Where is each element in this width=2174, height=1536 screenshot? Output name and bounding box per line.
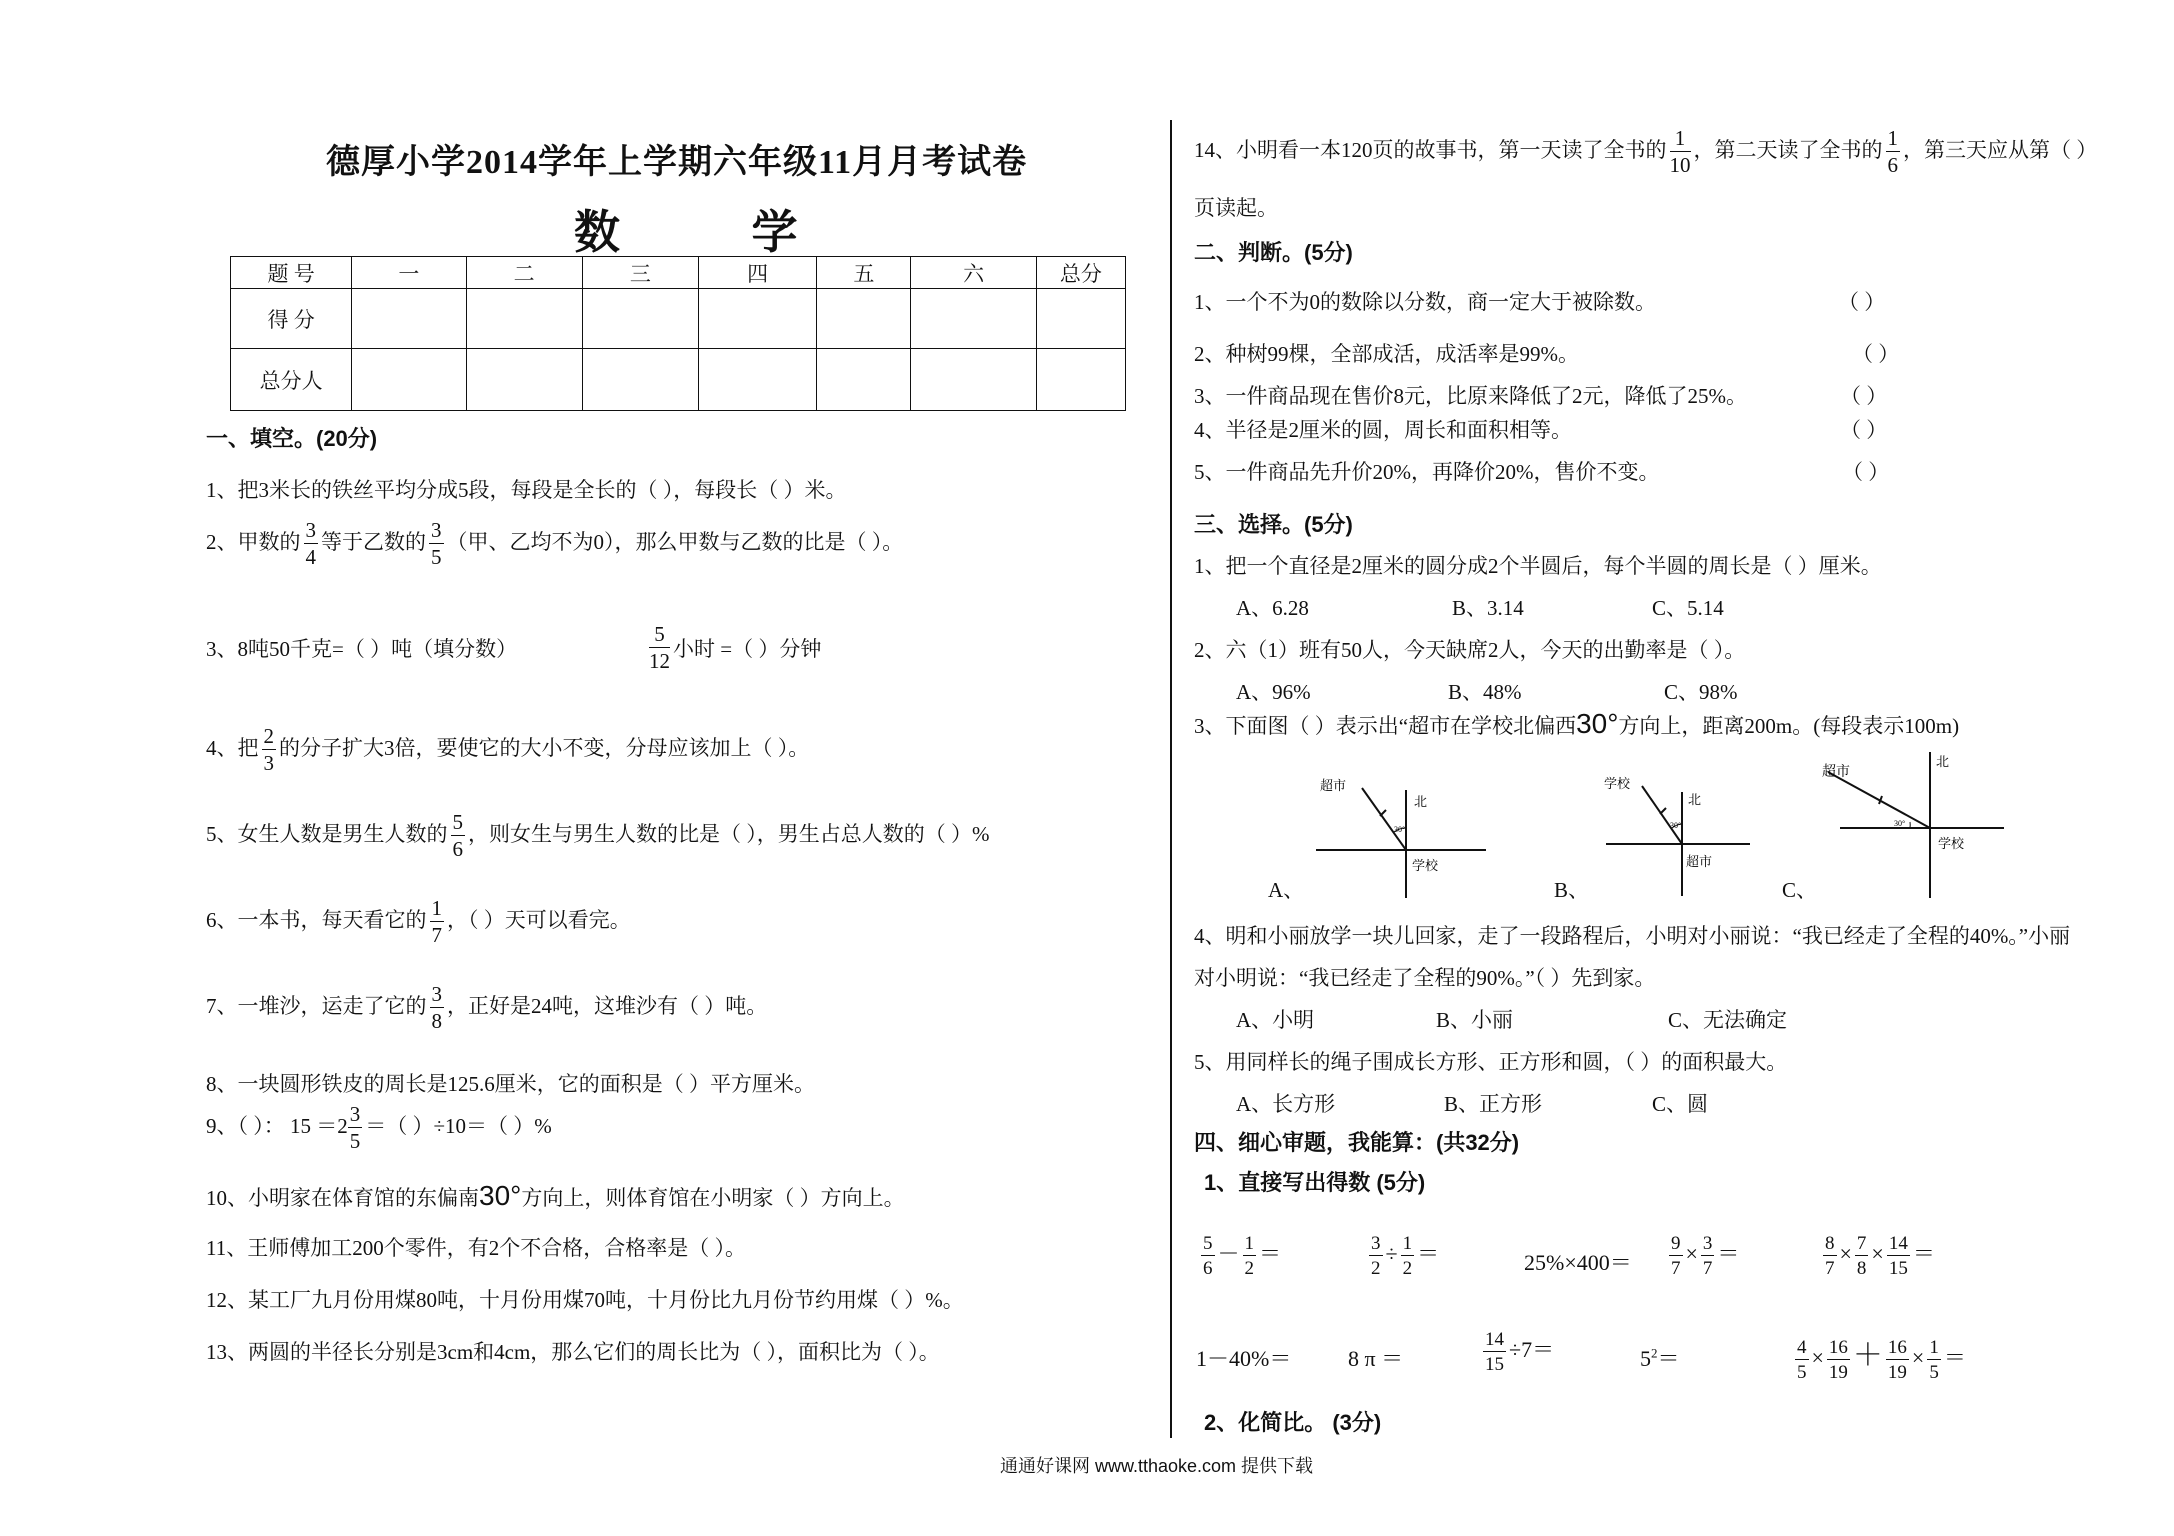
question-1-11: 11、王师傅加工200个零件，有2个不合格，合格率是（ ）。 [206,1236,746,1260]
diagram-b-north-label: 北 [1688,792,1702,807]
diagram-c-north-label: 北 [1936,754,1950,769]
q10-text-a: 10、小明家在体育馆的东偏南 [206,1186,479,1210]
judge-paren[interactable]: （ ） [1840,418,1888,442]
choice-question-3 [1194,708,1959,740]
score-header-cell: 六 [911,257,1036,289]
q14-text-a: 14、小明看一本120页的故事书，第一天读了全书的 [1194,137,1667,162]
direction-diagram-c [1814,752,2014,900]
section4-sub2: 2、化简比。 (3分) [1204,1410,1382,1435]
fraction: $\frac{5}{12}$ [649,622,670,673]
question-1-9 [206,1104,552,1152]
diagram-a-top-label: 超市 [1320,778,1347,793]
q5-text-b: ，则女生与男生人数的比是（ ），男生占总人数的（ ）% [468,821,990,846]
exam-title: 德厚小学2014学年上学期六年级11月月考试卷 [326,144,1028,181]
calc-9: $5^2=$ [1640,1345,1680,1371]
fraction: $\frac{3}{4}$ [305,518,316,569]
question-1-1: 1、把3米长的铁丝平均分成5段，每段是全长的（ ），每段长（ ）米。 [206,478,847,502]
calc-2: $\frac{3}{2}$ ÷ $\frac{1}{2}$ ＝ [1371,1233,1440,1279]
calc-3: 25%×400＝ [1524,1250,1632,1275]
diagram-a-north-label: 北 [1414,794,1428,809]
calc-5: $\frac{8}{7}$ × $\frac{7}{8}$ × $\frac{14}{15}$ ＝ [1825,1233,1935,1279]
q7-text-a: 7、一堆沙，运走了它的 [206,993,427,1018]
choice-option[interactable]: B、正方形 [1444,1092,1543,1116]
question-1-5 [206,812,990,860]
grader-input-cell[interactable] [1036,349,1125,411]
judge-paren[interactable]: （ ） [1852,342,1900,366]
diagram-a-bottom-label: 学校 [1412,858,1439,873]
section4-heading: 四、细心审题，我能算：(共32分) [1194,1130,1520,1155]
choice-option[interactable]: A、长方形 [1236,1092,1336,1116]
judge-item: 2、种树99棵，全部成活，成活率是99%。 [1194,342,1579,366]
score-input-cell[interactable] [1036,289,1125,349]
diagram-b-label[interactable]: B、 [1554,878,1590,902]
question-1-3 [206,624,821,672]
score-header-cell: 二 [466,257,582,289]
section3-heading: 三、选择。(5分) [1194,512,1353,537]
grader-input-cell[interactable] [911,349,1036,411]
q6-text-a: 6、一本书，每天看它的 [206,907,427,932]
diagram-b-bottom-label: 超市 [1686,854,1713,869]
diagram-c-top-label: 超市 [1822,765,1850,780]
direction-diagram-a [1310,770,1500,900]
q3-text-b: 小时 =（ ）分钟 [673,637,822,661]
choice-option[interactable]: B、小丽 [1436,1008,1514,1032]
grader-input-cell[interactable] [582,349,698,411]
choice-question-2: 2、六（1）班有50人，今天缺席2人，今天的出勤率是（ ）。 [1194,638,1746,662]
fraction: $\frac{1}{7}$ [431,896,442,947]
judge-item: 3、一件商品现在售价8元，比原来降低了2元，降低了25%。 [1194,384,1747,408]
score-input-cell[interactable] [352,289,466,349]
fraction: $\frac{2}{3}$ [263,724,274,775]
choice-question-5: 5、用同样长的绳子围成长方形、正方形和圆，（ ）的面积最大。 [1194,1050,1788,1074]
score-input-cell[interactable] [699,289,817,349]
calc-7: 8 π ＝ [1348,1346,1404,1371]
q5-text-a: 5、女生人数是男生人数的 [206,821,448,846]
section4-sub1: 1、直接写出得数 (5分) [1204,1170,1426,1195]
score-input-cell[interactable] [817,289,911,349]
grader-input-cell[interactable] [817,349,911,411]
q3-text-a: 3、8吨50千克=（ ）吨（填分数） [206,637,518,661]
diagram-c-angle-label: 30° [1894,819,1906,828]
choice-question-1: 1、把一个直径是2厘米的圆分成2个半圆后，每个半圆的周长是（ ）厘米。 [1194,554,1882,578]
choice-option[interactable]: C、5.14 [1652,596,1724,620]
choice-option[interactable]: A、小明 [1236,1008,1315,1032]
q3-choice-text-b: 方向上，距离200m。(每段表示100m) [1618,714,1960,738]
choice-option[interactable]: B、3.14 [1452,596,1524,620]
judge-item: 1、一个不为0的数除以分数，商一定大于被除数。 [1194,290,1656,314]
diagram-b-top-label: 学校 [1604,776,1631,791]
score-input-cell[interactable] [466,289,582,349]
subject-title: 数 学 [574,207,858,258]
question-1-7 [206,984,767,1032]
q2-text-b: 等于乙数的 [321,529,426,554]
question-1-4 [206,726,809,774]
calc-6: 1－40%＝ [1196,1346,1292,1371]
score-header-cell: 三 [582,257,698,289]
q3-choice-text-a: 3、下面图（ ）表示出“超市在学校北偏西 [1194,714,1577,738]
choice-option[interactable]: A、96% [1236,680,1311,704]
choice-option[interactable]: C、圆 [1652,1092,1709,1116]
column-divider [1170,120,1172,1438]
grader-input-cell[interactable] [352,349,466,411]
diagram-b-angle-label: 30° [1670,821,1682,830]
score-header-cell: 一 [352,257,466,289]
q9-text-a: 9、（ ）： 15 ＝2 [206,1113,348,1138]
judge-item: 4、半径是2厘米的圆，周长和面积相等。 [1194,418,1572,442]
q9-text-b: ＝（ ）÷10＝（ ）% [365,1113,552,1138]
direction-diagram-b [1600,770,1760,900]
calc-8: $\frac{14}{15}$ ÷7＝ [1485,1329,1555,1375]
choice-option[interactable]: B、48% [1448,680,1522,704]
choice-option[interactable]: C、无法确定 [1668,1008,1788,1032]
choice-question-4: 4、明和小丽放学一块儿回家，走了一段路程后，小明对小丽说：“我已经走了全程的40%。”小丽 [1194,924,2071,948]
footer-credit: 通通好课网 www.tthaoke.com 提供下载 [1000,1456,1314,1476]
question-1-8: 8、一块圆形铁皮的周长是125.6厘米，它的面积是（ ）平方厘米。 [206,1072,815,1096]
q4-text-b: 的分子扩大3倍，要使它的大小不变，分母应该加上（ ）。 [279,735,810,760]
fraction: $\frac{3}{5}$ [431,518,442,569]
grader-row-label: 总分人 [231,349,352,411]
judge-paren[interactable]: （ ） [1840,384,1888,408]
question-1-13: 13、两圆的半径长分别是3cm和4cm，那么它们的周长比为（ ），面积比为（ ）。 [206,1340,940,1364]
section1-heading: 一、填空。(20分) [206,426,378,451]
grader-row [231,349,1126,411]
score-row [231,289,1126,349]
question-1-2 [206,520,903,568]
q3-choice-degree: 30° [1576,708,1619,739]
score-header-cell: 总分 [1036,257,1125,289]
score-input-cell[interactable] [582,289,698,349]
choice-option[interactable]: A、6.28 [1236,596,1309,620]
question-1-12: 12、某工厂九月份用煤80吨，十月份用煤70吨，十月份比九月份节约用煤（ ）%。 [206,1288,964,1312]
question-1-6 [206,898,631,946]
question-1-10 [206,1180,905,1212]
diagram-a-angle-label: 30° [1394,825,1406,834]
q10-degree: 30° [479,1180,522,1211]
diagram-a-label[interactable]: A、 [1268,878,1305,902]
score-row-label: 得 分 [231,289,352,349]
section2-heading: 二、判断。(5分) [1194,240,1353,265]
diagram-c-label[interactable]: C、 [1782,878,1818,902]
calc-1: $\frac{5}{6}$ － $\frac{1}{2}$ ＝ [1203,1233,1282,1279]
fraction: $\frac{3}{5}$ [349,1102,361,1153]
grader-input-cell[interactable] [699,349,817,411]
question-1-14-cont: 页读起。 [1194,196,1278,220]
judge-item: 5、一件商品先升价20%，再降价20%，售价不变。 [1194,460,1660,484]
judge-paren[interactable]: （ ） [1838,290,1886,314]
score-header-cell: 四 [699,257,817,289]
q7-text-b: ，正好是24吨，这堆沙有（ ）吨。 [447,993,768,1018]
choice-question-4-cont: 对小明说：“我已经走了全程的90%。”（ ）先到家。 [1194,966,1656,990]
q6-text-b: ，（ ）天可以看完。 [447,907,631,932]
q4-text-a: 4、把 [206,735,259,760]
fraction: $\frac{1}{6}$ [1887,126,1898,177]
calc-4: $\frac{9}{7}$ × $\frac{3}{7}$ ＝ [1671,1233,1740,1279]
score-input-cell[interactable] [911,289,1036,349]
q2-text-a: 2、甲数的 [206,529,301,554]
grader-input-cell[interactable] [466,349,582,411]
diagram-c-bottom-label: 学校 [1938,836,1965,851]
score-table [230,256,1126,411]
question-1-14 [1194,128,2097,176]
q14-text-c: ，第三天应从第（ ） [1903,137,2098,162]
judge-paren[interactable]: （ ） [1842,460,1890,484]
score-header-cell: 题 号 [231,257,352,289]
fraction: $\frac{5}{6}$ [452,810,463,861]
score-table-header-row [231,257,1126,289]
q14-text-b: ，第二天读了全书的 [1693,137,1883,162]
score-header-cell: 五 [817,257,911,289]
calc-10: $\frac{4}{5}$ × $\frac{16}{19}$ ＋ $\frac{16}{19}$ × $\frac{1}{5}$ ＝ [1797,1336,1966,1383]
q10-text-b: 方向上，则体育馆在小明家（ ）方向上。 [521,1186,905,1210]
q2-text-c: （甲、乙均不为0），那么甲数与乙数的比是（ ）。 [446,529,904,554]
fraction: $\frac{3}{8}$ [431,982,442,1033]
fraction: $\frac{1}{10}$ [1669,126,1691,177]
choice-option[interactable]: C、98% [1664,680,1738,704]
